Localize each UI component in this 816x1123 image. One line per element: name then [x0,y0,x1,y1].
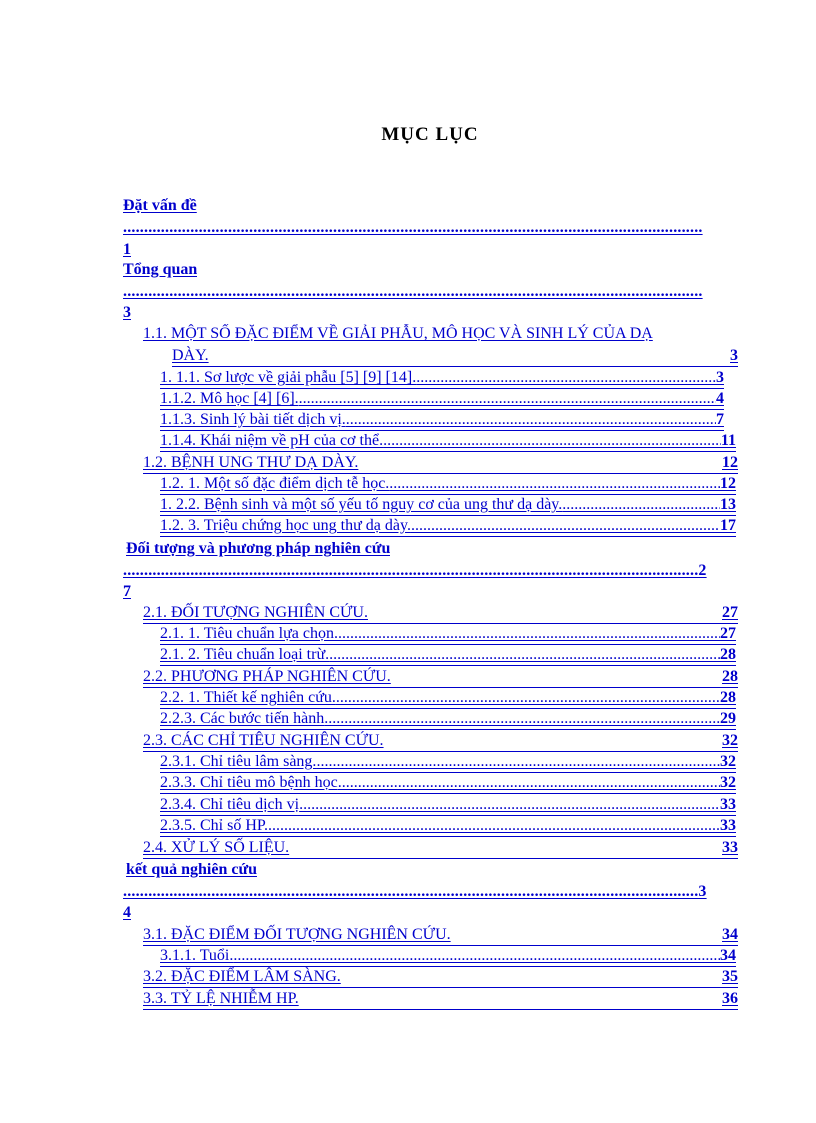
toc-entry-page: 33 [720,817,736,834]
toc-entry-page: 34 [722,926,738,943]
toc-entry-page: 35 [722,968,738,985]
toc-chapter-link-overview[interactable]: Tổng quan [123,261,198,278]
toc-entry-page: 29 [720,710,736,727]
toc-chapter-dots: .......................................................................................................................................... [123,219,703,236]
toc-chapter-link-intro[interactable]: Đặt vấn đề [123,197,197,214]
toc-entry[interactable]: 2.2. 1. Thiết kế nghiên cứu. ..... 28 [160,688,736,709]
toc-entry-page: 27 [720,625,736,642]
toc-chapter-dots: .........................................................................................................................................3 [123,883,707,900]
toc-entry[interactable]: 2.1. 2. Tiêu chuẩn loại trừ. ..... 28 [160,645,736,666]
toc-section-3-1[interactable]: 3.1. ĐẶC ĐIỂM ĐỐI TƯỢNG NGHIÊN CỨU. 34 [143,925,738,946]
toc-section-2-3[interactable]: 2.3. CÁC CHỈ TIÊU NGHIÊN CỨU. 32 [143,731,738,752]
toc-section-2-2[interactable]: 2.2. PHƯƠNG PHÁP NGHIÊN CỨU. 28 [143,667,738,688]
toc-entry[interactable]: 2.3.3. Chỉ tiêu mô bệnh học ..... 32 [160,773,736,794]
toc-entry-page: 12 [722,454,738,471]
toc-section-1-1-line1[interactable]: 1.1. MỘT SỐ ĐẶC ĐIỂM VỀ GIẢI PHẪU, MÔ HỌC VÀ SINH LÝ CỦA DẠ [143,325,653,342]
toc-entry-page: 12 [720,475,736,492]
toc-chapter-page[interactable]: 1 [123,241,131,258]
toc-chapter-dots: .........................................................................................................................................2 [123,562,707,579]
toc-entry-page: 27 [722,604,738,621]
toc-entry-page: 13 [720,496,736,513]
toc-entry[interactable]: 2.3.5. Chỉ số HP. ..... 33 [160,816,736,837]
toc-entry-page: 32 [720,774,736,791]
toc-entry-page: 36 [722,990,738,1007]
toc-entry-page: 32 [722,732,738,749]
toc-entry-page: 28 [722,668,738,685]
toc-entry[interactable]: 1. 1.1. Sơ lược về giải phẫu [5] [9] [14]. ..... 3 [160,368,724,389]
toc-title: MỤC LỤC [381,124,479,145]
toc-section-2-4[interactable]: 2.4. XỬ LÝ SỐ LIỆU. 33 [143,838,738,859]
toc-chapter-link-results[interactable]: kết quả nghiên cứu [126,861,257,878]
toc-entry-page: 11 [720,432,736,449]
toc-entry-page: 34 [720,947,736,964]
toc-entry[interactable]: 1.2. 1. Một số đặc điểm dịch tễ học. ..... 12 [160,474,736,495]
toc-entry[interactable]: 1.1.4. Khái niệm về pH của cơ thể. ..... 11 [160,431,736,452]
toc-chapter-page[interactable]: 4 [123,904,131,921]
toc-entry[interactable]: 1.1.3. Sinh lý bài tiết dịch vị. ..... 7 [160,410,724,431]
toc-section-2-1[interactable]: 2.1. ĐỐI TƯỢNG NGHIÊN CỨU. 27 [143,603,738,624]
toc-entry-page: 3 [730,347,738,364]
toc-entry-page: 33 [722,839,738,856]
toc-entry-text: DÀY. [172,347,209,364]
toc-entry[interactable]: 1.2. 3. Triệu chứng học ung thư dạ dày. ..... 17 [160,516,736,537]
toc-entry-page: 7 [716,411,724,428]
toc-section-3-3[interactable]: 3.3. TỶ LỆ NHIỄM HP. 36 [143,989,738,1010]
toc-entry[interactable]: 2.3.4. Chỉ tiêu dịch vị ..... 33 [160,795,736,816]
toc-entry-page: 32 [720,753,736,770]
toc-chapter-link-methods[interactable]: Đối tượng và phương pháp nghiên cứu [126,540,391,557]
toc-entry-page: 4 [716,390,724,407]
toc-entry[interactable]: 1. 2.2. Bệnh sinh và một số yếu tố nguy cơ của ung thư dạ dày. ..... 13 [160,495,736,516]
toc-entry-page: 28 [720,646,736,663]
toc-section-1-2[interactable]: 1.2. BỆNH UNG THƯ DẠ DÀY. 12 [143,453,738,474]
toc-section-1-1[interactable] [172,346,738,367]
toc-section-3-2[interactable]: 3.2. ĐẶC ĐIỂM LÂM SÀNG. 35 [143,967,738,988]
toc-entry[interactable]: 2.1. 1. Tiêu chuẩn lựa chọn. ..... 27 [160,624,736,645]
toc-entry[interactable]: 2.3.1. Chỉ tiêu lâm sàng. ..... 32 [160,752,736,773]
toc-chapter-page[interactable]: 3 [123,304,131,321]
toc-entry[interactable]: 1.1.2. Mô học [4] [6]. ..... 4 [160,389,724,410]
toc-chapter-dots: .......................................................................................................................................... [123,283,703,300]
toc-chapter-page[interactable]: 7 [123,583,131,600]
toc-entry-page: 28 [720,689,736,706]
toc-entry[interactable]: 2.2.3. Các bước tiến hành ..... 29 [160,709,736,730]
toc-entry-page: 3 [716,369,724,386]
toc-entry-page: 33 [720,796,736,813]
toc-entry[interactable]: 3.1.1. Tuổi. ..... 34 [160,946,736,967]
toc-entry-page: 17 [720,517,736,534]
